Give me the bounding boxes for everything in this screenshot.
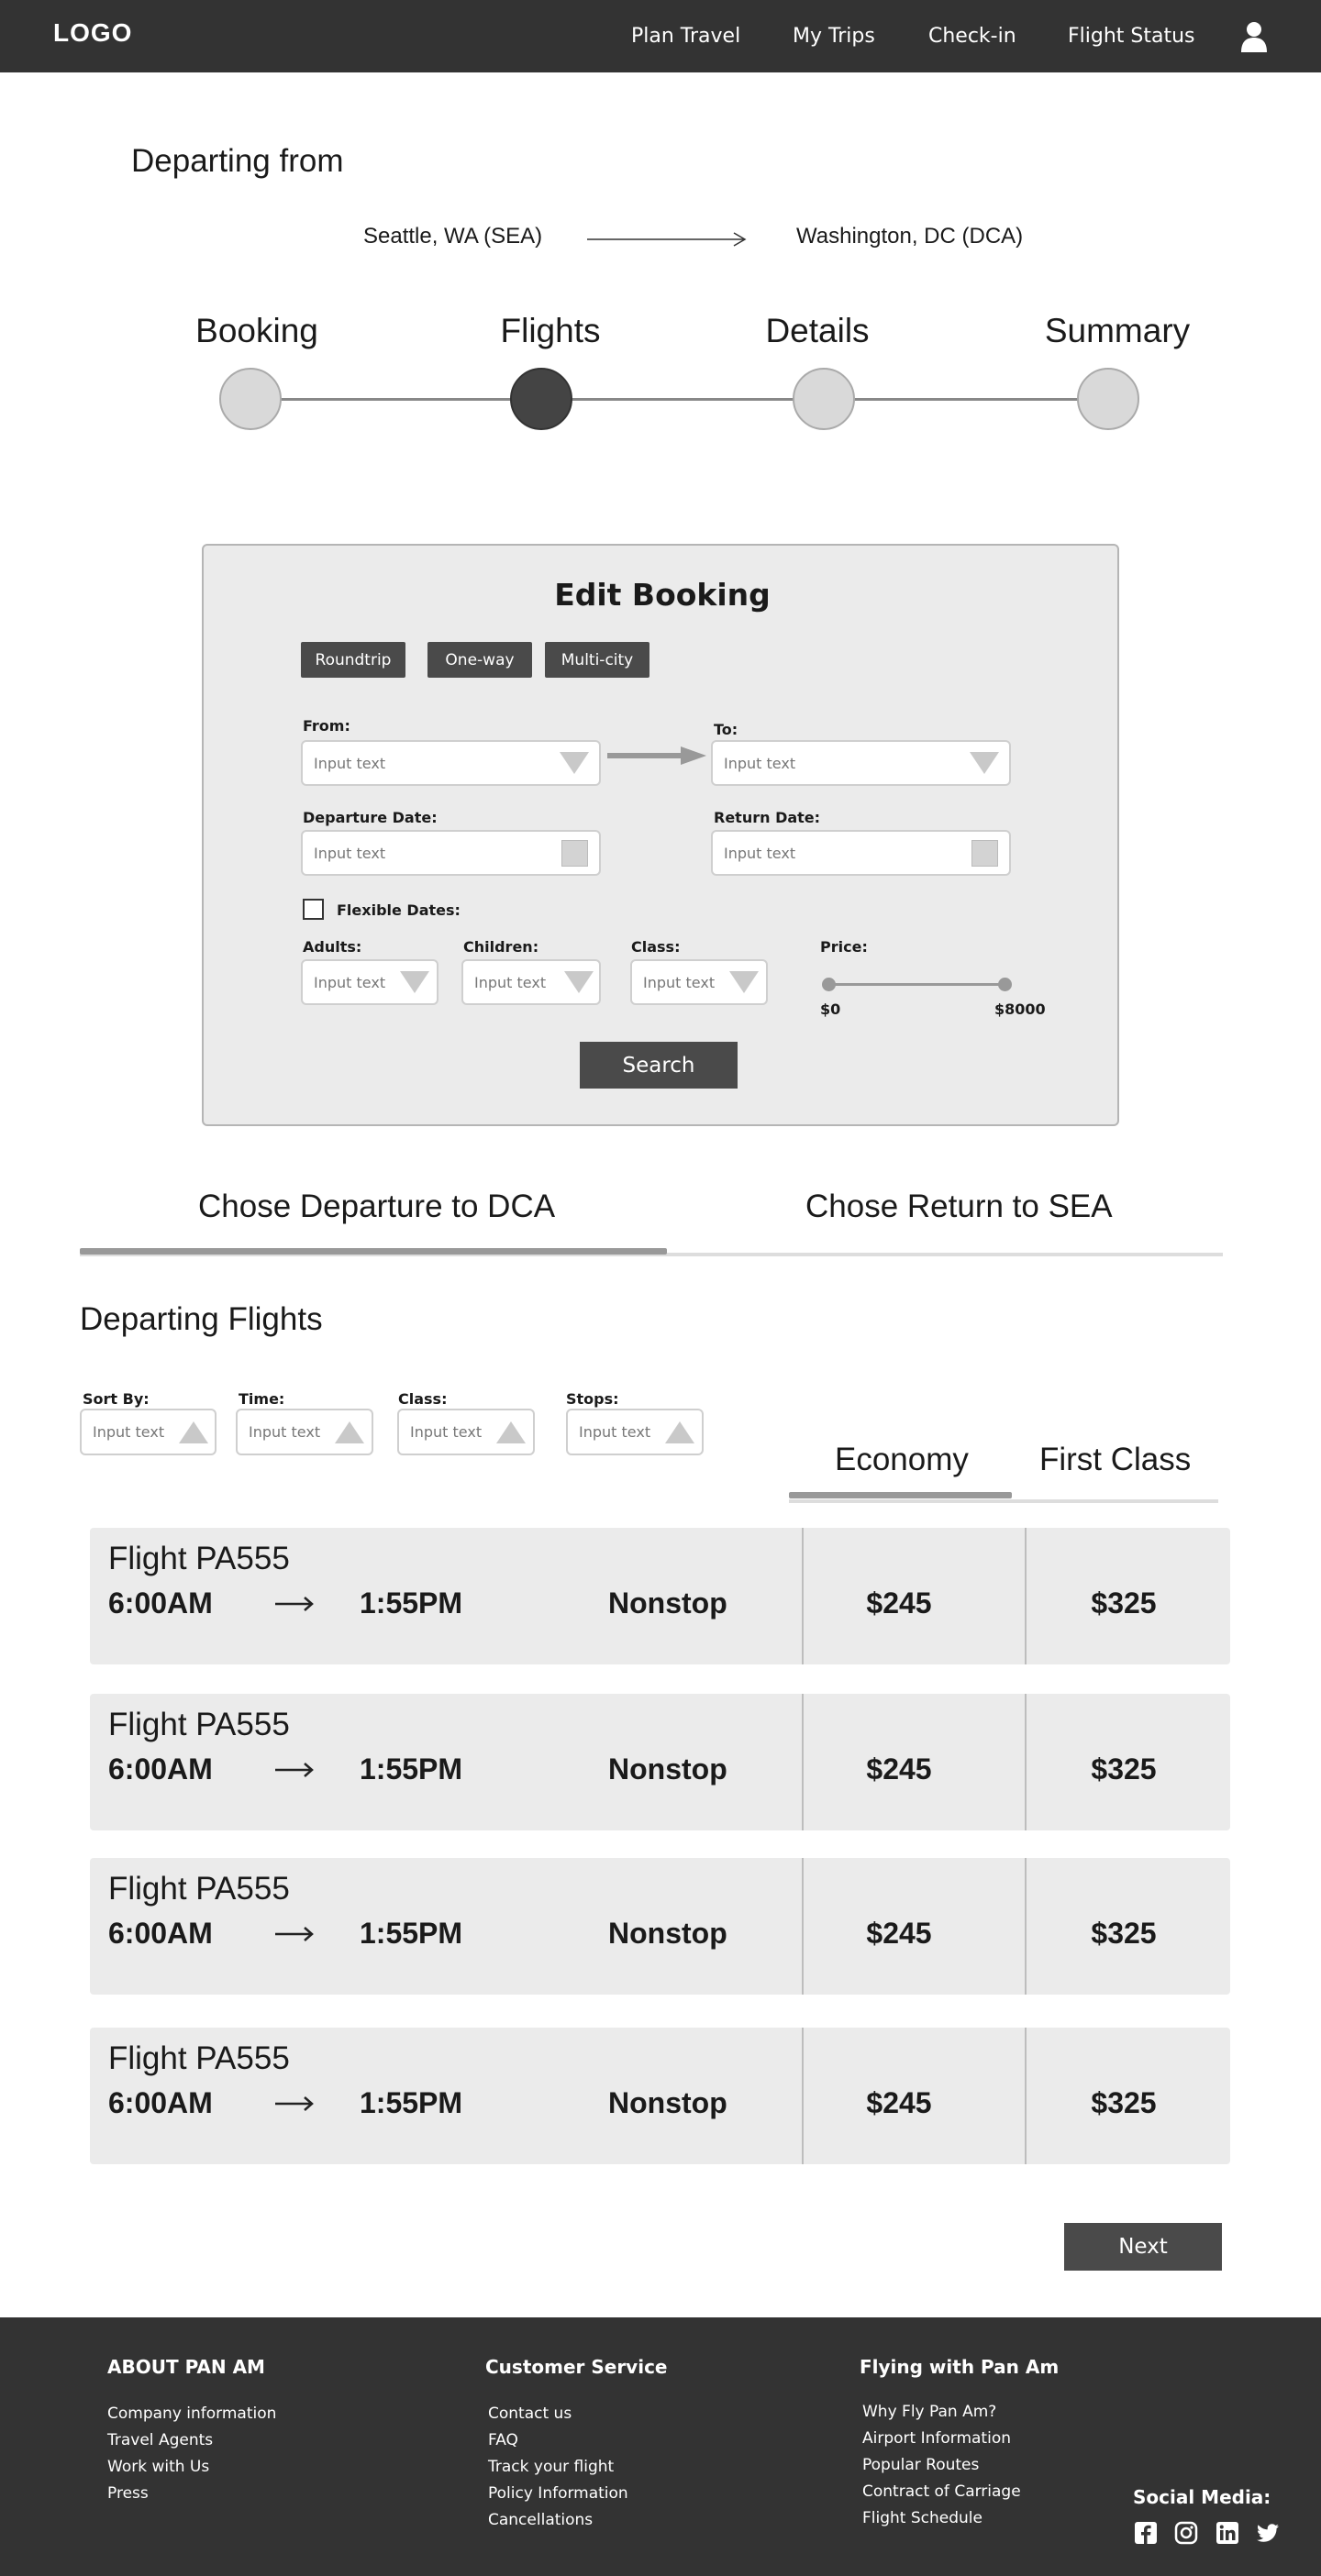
from-to-arrow-icon bbox=[607, 746, 706, 765]
departure-date-label: Departure Date: bbox=[303, 809, 438, 826]
class-label: Class: bbox=[631, 938, 681, 956]
price-slider-track[interactable] bbox=[828, 983, 1005, 986]
stepper-line bbox=[250, 398, 1107, 401]
arrival-time: 1:55PM bbox=[360, 1752, 463, 1786]
chevron-down-icon bbox=[729, 971, 759, 993]
instagram-icon[interactable] bbox=[1174, 2521, 1198, 2545]
flight-row[interactable] bbox=[90, 2028, 1230, 2164]
stops-select[interactable] bbox=[566, 1409, 704, 1455]
class-select[interactable] bbox=[630, 959, 768, 1005]
time-placeholder: Input text bbox=[249, 1423, 321, 1441]
tab-return[interactable]: Chose Return to SEA bbox=[805, 1188, 1113, 1224]
departure-date-placeholder: Input text bbox=[314, 844, 386, 862]
departure-date-input[interactable] bbox=[301, 830, 601, 876]
step-circle-details[interactable] bbox=[793, 368, 855, 430]
search-button[interactable]: Search bbox=[580, 1042, 738, 1089]
top-nav bbox=[0, 0, 1321, 72]
to-select[interactable] bbox=[711, 740, 1011, 786]
arrow-right-icon bbox=[275, 1596, 314, 1612]
route-destination: Washington, DC (DCA) bbox=[796, 224, 1024, 249]
edit-booking-title: Edit Booking bbox=[554, 577, 771, 613]
twitter-icon[interactable] bbox=[1256, 2521, 1280, 2545]
time-select[interactable] bbox=[236, 1409, 373, 1455]
step-label-flights: Flights bbox=[500, 312, 601, 349]
step-label-details: Details bbox=[765, 312, 870, 349]
flight-row[interactable] bbox=[90, 1528, 1230, 1664]
children-placeholder: Input text bbox=[474, 973, 547, 991]
departing-flights-title: Departing Flights bbox=[80, 1301, 323, 1337]
to-label: To: bbox=[714, 721, 738, 738]
adults-placeholder: Input text bbox=[314, 973, 386, 991]
step-label-booking: Booking bbox=[195, 312, 318, 349]
to-placeholder: Input text bbox=[724, 754, 796, 772]
first-class-price[interactable]: $325 bbox=[1091, 1587, 1157, 1620]
departure-time: 6:00AM bbox=[108, 1917, 213, 1950]
footer-link[interactable]: Company information bbox=[107, 2405, 277, 2423]
adults-select[interactable] bbox=[301, 959, 438, 1005]
facebook-icon[interactable] bbox=[1134, 2521, 1158, 2545]
chevron-down-icon bbox=[564, 971, 594, 993]
step-circle-flights[interactable] bbox=[510, 368, 572, 430]
price-max-label: $8000 bbox=[994, 1001, 1046, 1018]
step-label-summary: Summary bbox=[1044, 312, 1191, 349]
footer-link[interactable]: Why Fly Pan Am? bbox=[862, 2403, 997, 2421]
stops: Nonstop bbox=[608, 2086, 727, 2119]
arrow-right-icon bbox=[275, 2095, 314, 2112]
economy-price[interactable]: $245 bbox=[866, 2086, 932, 2119]
column-divider bbox=[1025, 2028, 1027, 2164]
footer-link[interactable]: Contact us bbox=[488, 2405, 572, 2423]
column-divider bbox=[802, 1528, 804, 1664]
first-class-price[interactable]: $325 bbox=[1091, 2086, 1157, 2119]
adults-label: Adults: bbox=[303, 938, 362, 956]
page-title: Departing from bbox=[131, 143, 344, 179]
departure-time: 6:00AM bbox=[108, 1752, 213, 1786]
arrival-time: 1:55PM bbox=[360, 1917, 463, 1950]
footer-link[interactable]: Airport Information bbox=[862, 2429, 1011, 2448]
flight-number: Flight PA555 bbox=[108, 1871, 290, 1907]
flight-row[interactable] bbox=[90, 1858, 1230, 1995]
class-tab-active-indicator bbox=[789, 1492, 1012, 1498]
chevron-down-icon bbox=[970, 752, 999, 774]
tab-first-class[interactable]: First Class bbox=[1039, 1442, 1192, 1477]
nav-check-in[interactable]: Check-in bbox=[928, 25, 1016, 48]
calendar-icon[interactable] bbox=[971, 840, 998, 867]
arrow-right-icon bbox=[275, 1762, 314, 1778]
stops-placeholder: Input text bbox=[579, 1423, 651, 1441]
chevron-down-icon bbox=[560, 752, 589, 774]
linkedin-icon[interactable] bbox=[1216, 2521, 1239, 2545]
flight-row[interactable] bbox=[90, 1694, 1230, 1830]
sort-by-placeholder: Input text bbox=[93, 1423, 165, 1441]
class-tab-underline bbox=[789, 1499, 1218, 1503]
economy-price[interactable]: $245 bbox=[866, 1752, 932, 1786]
stops-label: Stops: bbox=[566, 1390, 619, 1408]
first-class-price[interactable]: $325 bbox=[1091, 1752, 1157, 1786]
chevron-down-icon bbox=[400, 971, 429, 993]
arrival-time: 1:55PM bbox=[360, 2086, 463, 2119]
class-filter-select[interactable] bbox=[397, 1409, 535, 1455]
price-min-label: $0 bbox=[820, 1001, 841, 1018]
nav-flight-status[interactable]: Flight Status bbox=[1068, 25, 1195, 48]
footer-flying-title: Flying with Pan Am bbox=[860, 2356, 1060, 2378]
column-divider bbox=[1025, 1528, 1027, 1664]
time-label: Time: bbox=[239, 1390, 285, 1408]
price-slider-max-handle[interactable] bbox=[998, 978, 1012, 991]
column-divider bbox=[802, 1694, 804, 1830]
return-date-label: Return Date: bbox=[714, 809, 821, 826]
footer-link[interactable]: Travel Agents bbox=[107, 2431, 214, 2449]
footer-link[interactable]: Contract of Carriage bbox=[862, 2482, 1021, 2501]
nav-plan-travel[interactable]: Plan Travel bbox=[631, 25, 741, 48]
flight-number: Flight PA555 bbox=[108, 1707, 290, 1742]
class-filter-placeholder: Input text bbox=[410, 1423, 483, 1441]
social-media-title: Social Media: bbox=[1133, 2486, 1271, 2508]
footer-link[interactable]: Track your flight bbox=[488, 2458, 615, 2476]
footer-about-title: ABOUT PAN AM bbox=[107, 2356, 265, 2378]
sort-by-label: Sort By: bbox=[83, 1390, 150, 1408]
return-date-placeholder: Input text bbox=[724, 844, 796, 862]
route-arrow-icon bbox=[587, 230, 748, 249]
chevron-up-icon bbox=[335, 1421, 364, 1443]
first-class-price[interactable]: $325 bbox=[1091, 1917, 1157, 1950]
footer-link[interactable]: Cancellations bbox=[488, 2511, 594, 2529]
stops: Nonstop bbox=[608, 1752, 727, 1786]
tab-economy[interactable]: Economy bbox=[835, 1442, 969, 1477]
economy-price[interactable]: $245 bbox=[866, 1587, 932, 1620]
stops: Nonstop bbox=[608, 1587, 727, 1620]
price-slider-min-handle[interactable] bbox=[822, 978, 836, 991]
children-label: Children: bbox=[463, 938, 539, 956]
class-filter-label: Class: bbox=[398, 1390, 448, 1408]
footer-link[interactable]: Popular Routes bbox=[862, 2456, 980, 2474]
chevron-up-icon bbox=[665, 1421, 694, 1443]
calendar-icon[interactable] bbox=[561, 840, 588, 867]
from-placeholder: Input text bbox=[314, 754, 386, 772]
from-select[interactable] bbox=[301, 740, 601, 786]
edit-booking-panel bbox=[202, 544, 1119, 1126]
logo[interactable]: LOGO bbox=[53, 18, 133, 47]
return-date-input[interactable] bbox=[711, 830, 1011, 876]
price-label: Price: bbox=[820, 938, 868, 956]
children-select[interactable] bbox=[461, 959, 601, 1005]
from-label: From: bbox=[303, 717, 350, 735]
flexible-dates-label: Flexible Dates: bbox=[337, 901, 461, 919]
arrow-right-icon bbox=[275, 1926, 314, 1942]
chevron-up-icon bbox=[179, 1421, 208, 1443]
roundtrip-button[interactable]: Roundtrip bbox=[301, 642, 405, 678]
column-divider bbox=[802, 2028, 804, 2164]
footer-link[interactable]: Work with Us bbox=[107, 2458, 210, 2476]
arrival-time: 1:55PM bbox=[360, 1587, 463, 1620]
economy-price[interactable]: $245 bbox=[866, 1917, 932, 1950]
footer-link[interactable]: Flight Schedule bbox=[862, 2509, 982, 2527]
flexible-dates-checkbox[interactable] bbox=[303, 899, 324, 920]
column-divider bbox=[1025, 1858, 1027, 1995]
footer bbox=[0, 2317, 1321, 2576]
departure-time: 6:00AM bbox=[108, 1587, 213, 1620]
user-icon[interactable] bbox=[1240, 20, 1268, 53]
direction-tab-active-indicator bbox=[80, 1248, 667, 1255]
next-button[interactable]: Next bbox=[1064, 2223, 1222, 2271]
nav-my-trips[interactable]: My Trips bbox=[793, 25, 875, 48]
multi-city-button[interactable]: Multi-city bbox=[545, 642, 649, 678]
class-placeholder: Input text bbox=[643, 973, 716, 991]
flight-number: Flight PA555 bbox=[108, 2040, 290, 2076]
footer-service-title: Customer Service bbox=[485, 2356, 668, 2378]
footer-link[interactable]: Press bbox=[107, 2484, 149, 2503]
step-circle-booking[interactable] bbox=[219, 368, 282, 430]
column-divider bbox=[1025, 1694, 1027, 1830]
stops: Nonstop bbox=[608, 1917, 727, 1950]
route-origin: Seattle, WA (SEA) bbox=[363, 224, 543, 249]
chevron-up-icon bbox=[496, 1421, 526, 1443]
footer-link[interactable]: Policy Information bbox=[488, 2484, 628, 2503]
column-divider bbox=[802, 1858, 804, 1995]
one-way-button[interactable]: One-way bbox=[427, 642, 532, 678]
step-circle-summary[interactable] bbox=[1077, 368, 1139, 430]
tab-departure[interactable]: Chose Departure to DCA bbox=[198, 1188, 556, 1224]
footer-link[interactable]: FAQ bbox=[488, 2431, 518, 2449]
sort-by-select[interactable] bbox=[80, 1409, 216, 1455]
flight-number: Flight PA555 bbox=[108, 1541, 290, 1576]
departure-time: 6:00AM bbox=[108, 2086, 213, 2119]
